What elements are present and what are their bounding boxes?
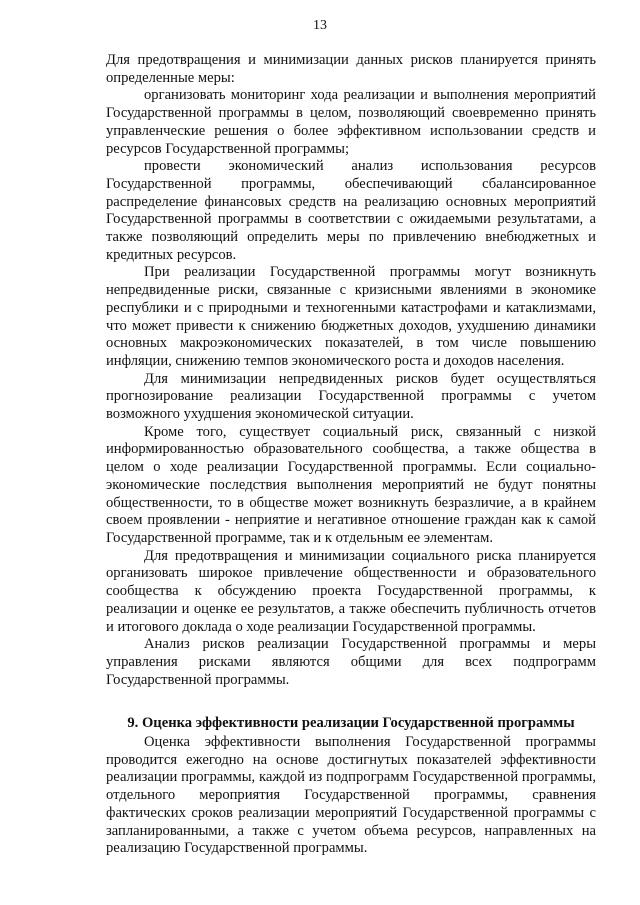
paragraph: Для предотвращения и минимизации данных рисков планируется принять определенные меры: <box>106 52 596 86</box>
section-heading: 9. Оценка эффективности реализации Государственной программы <box>127 715 575 732</box>
paragraph: Для минимизации непредвиденных рисков будет осуществляться прогнозирование реализации Государственной программы с учетом возможного ухудшения экономической ситуации. <box>106 370 596 423</box>
paragraph: Анализ рисков реализации Государственной программы и меры управления рисками являются общими для всех подпрограмм Государственной программы. <box>106 636 596 688</box>
paragraph: При реализации Государственной программы могут возникнуть непредвиденные риски, связанные с кризисными явлениями в экономике республики и с природными и техногенными катастрофами и катаклизмами, что может привести к снижению бюджетных доходов, ухудшению динамики основных макроэкономических показателей, в том числе повышению инфляции, снижению темпов экономического роста и доходов населения. <box>106 264 596 369</box>
document-body <box>106 52 596 858</box>
paragraph: Оценка эффективности выполнения Государственной программы проводится ежегодно на основе достигнутых показателей эффективности реализации программы, каждой из подпрограмм Государственной программы, отдельного мероприятия Государственной программы, сравнения фактических сроков реализации мероприятий Государственной программы с запланированными, а также с учетом объема ресурсов, направленных на реализацию Государственной программы. <box>106 734 596 857</box>
paragraph: Кроме того, существует социальный риск, связанный с низкой информированностью образовательного сообщества, а также общества в целом о ходе реализации Государственной программы. Если социально-экономические последствия выполнения мероприятий не будут понятны общественности, то в обществе может возникнуть безразличие, а в крайнем своем проявлении - неприятие и негативное отношение граждан как к самой Государственной программе, так и к отдельным ее элементам. <box>106 423 596 546</box>
paragraph: провести экономический анализ использования ресурсов Государственной программы, обеспечивающий сбалансированное распределение финансовых средств на реализацию основных мероприятий Государственной программы в соответствии с ожидаемыми результатами, а также позволяющий определить меры по привлечению внебюджетных и кредитных ресурсов. <box>106 158 596 263</box>
paragraph: Для предотвращения и минимизации социального риска планируется организовать широкое привлечение общественности и образовательного сообщества к обсуждению проекта Государственной программы, к реализации и оценке ее результатов, а также обеспечить публичность отчетов и итогового доклада о ходе реализации Государственной программы. <box>106 547 596 635</box>
page-number: 13 <box>313 18 327 33</box>
paragraph: организовать мониторинг хода реализации и выполнения мероприятий Государственной программы в целом, позволяющий своевременно принять управленческие решения о более эффективном использовании средств и ресурсов Государственной программы; <box>106 87 596 157</box>
